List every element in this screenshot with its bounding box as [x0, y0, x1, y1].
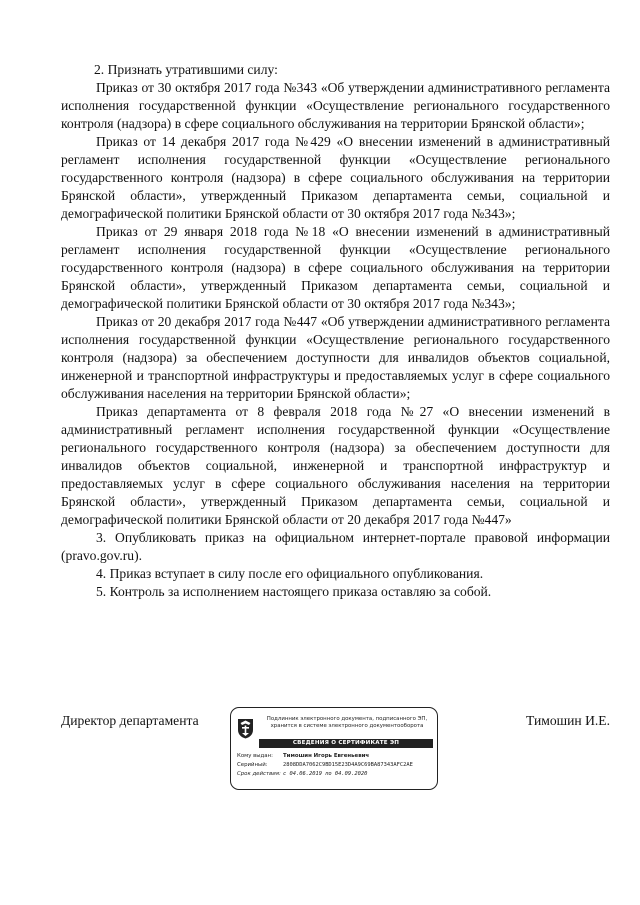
e-signature-stamp: [230, 707, 438, 790]
stamp-row-serial: [237, 761, 435, 770]
stamp-note: Подлинник электронного документа, подписанного ЭП, хранится в системе электронного документооборота: [266, 716, 428, 729]
stamp-row-validity: [237, 770, 435, 779]
stamp-row-issued-to: [237, 752, 435, 761]
paragraph-item-3: 3. Опубликовать приказ на официальном интернет-портале правовой информации (pravo.gov.ru).: [61, 530, 610, 563]
paragraph-order-447: Приказ от 20 декабря 2017 года №447 «Об утверждении административного регламента исполнения государственной функции «Осуществление регионального государственного контроля (надзора) за обеспечением доступности для инвалидов объектов социальной, инженерной и транспортной инфраструктуры и предоставляемых услуг в сфере социального обслуживания населения на территории Брянской области»;: [61, 314, 610, 401]
paragraph-order-429: Приказ от 14 декабря 2017 года №429 «О внесении изменений в административный регламент исполнения государственной функции «Осуществление регионального государственного контроля (надзора) в сфере социального обслуживания на территории Брянской области», утвержденный Приказом департамента семьи, социальной и демографической политики Брянской области от 30 октября 2017 года №343»;: [61, 134, 610, 221]
coat-of-arms-icon: [237, 717, 254, 739]
signatory-position: Директор департамента: [61, 713, 199, 728]
paragraph-item-2: 2. Признать утратившими силу:: [94, 62, 278, 77]
serial-value: 2808DDA7062C9BD15E23D4A9C69BA87343AFC2AE: [283, 762, 413, 768]
stamp-header: СВЕДЕНИЯ О СЕРТИФИКАТЕ ЭП: [259, 739, 433, 748]
paragraph-order-18: Приказ от 29 января 2018 года №18 «О внесении изменений в административный регламент исполнения государственной функции «Осуществление регионального государственного контроля (надзора) в сфере социального обслуживания на территории Брянской области», утвержденный Приказом департамента семьи, социальной и демографической политики Брянской области от 30 октября 2017 года №343»;: [61, 224, 610, 311]
paragraph-item-5: 5. Контроль за исполнением настоящего приказа оставляю за собой.: [96, 584, 492, 599]
serial-label: Серийный:: [237, 762, 268, 768]
issued-to-label: Кому выдан:: [237, 753, 273, 759]
paragraph-item-4: 4. Приказ вступает в силу после его официального опубликования.: [96, 566, 484, 581]
issued-to-value: Тимошин Игорь Евгеньевич: [283, 753, 370, 759]
validity-label: Срок действия:: [237, 771, 281, 777]
signatory-name: Тимошин И.Е.: [526, 713, 610, 728]
paragraph-order-27: Приказ департамента от 8 февраля 2018 года №27 «О внесении изменений в административный регламент исполнения государственной функции «Осуществление регионального государственного контроля (надзора) за обеспечением доступности для инвалидов объектов социальной, инженерной и транспортной инфраструктур и предоставляемых услуг в сфере социального обслуживания населения на территории Брянской области», утвержденный Приказом департамента семьи, социальной и демографической политики Брянской области от 20 декабря 2017 года №447»: [61, 404, 610, 527]
paragraph-order-343: Приказ от 30 октября 2017 года №343 «Об утверждении административного регламента исполнения государственной функции «Осуществление регионального государственного контроля (надзора) в сфере социального обслуживания на территории Брянской области»;: [61, 80, 610, 131]
document-body: [61, 61, 610, 601]
validity-value: с 04.06.2019 по 04.09.2020: [283, 771, 368, 777]
stamp-details: [237, 752, 435, 779]
